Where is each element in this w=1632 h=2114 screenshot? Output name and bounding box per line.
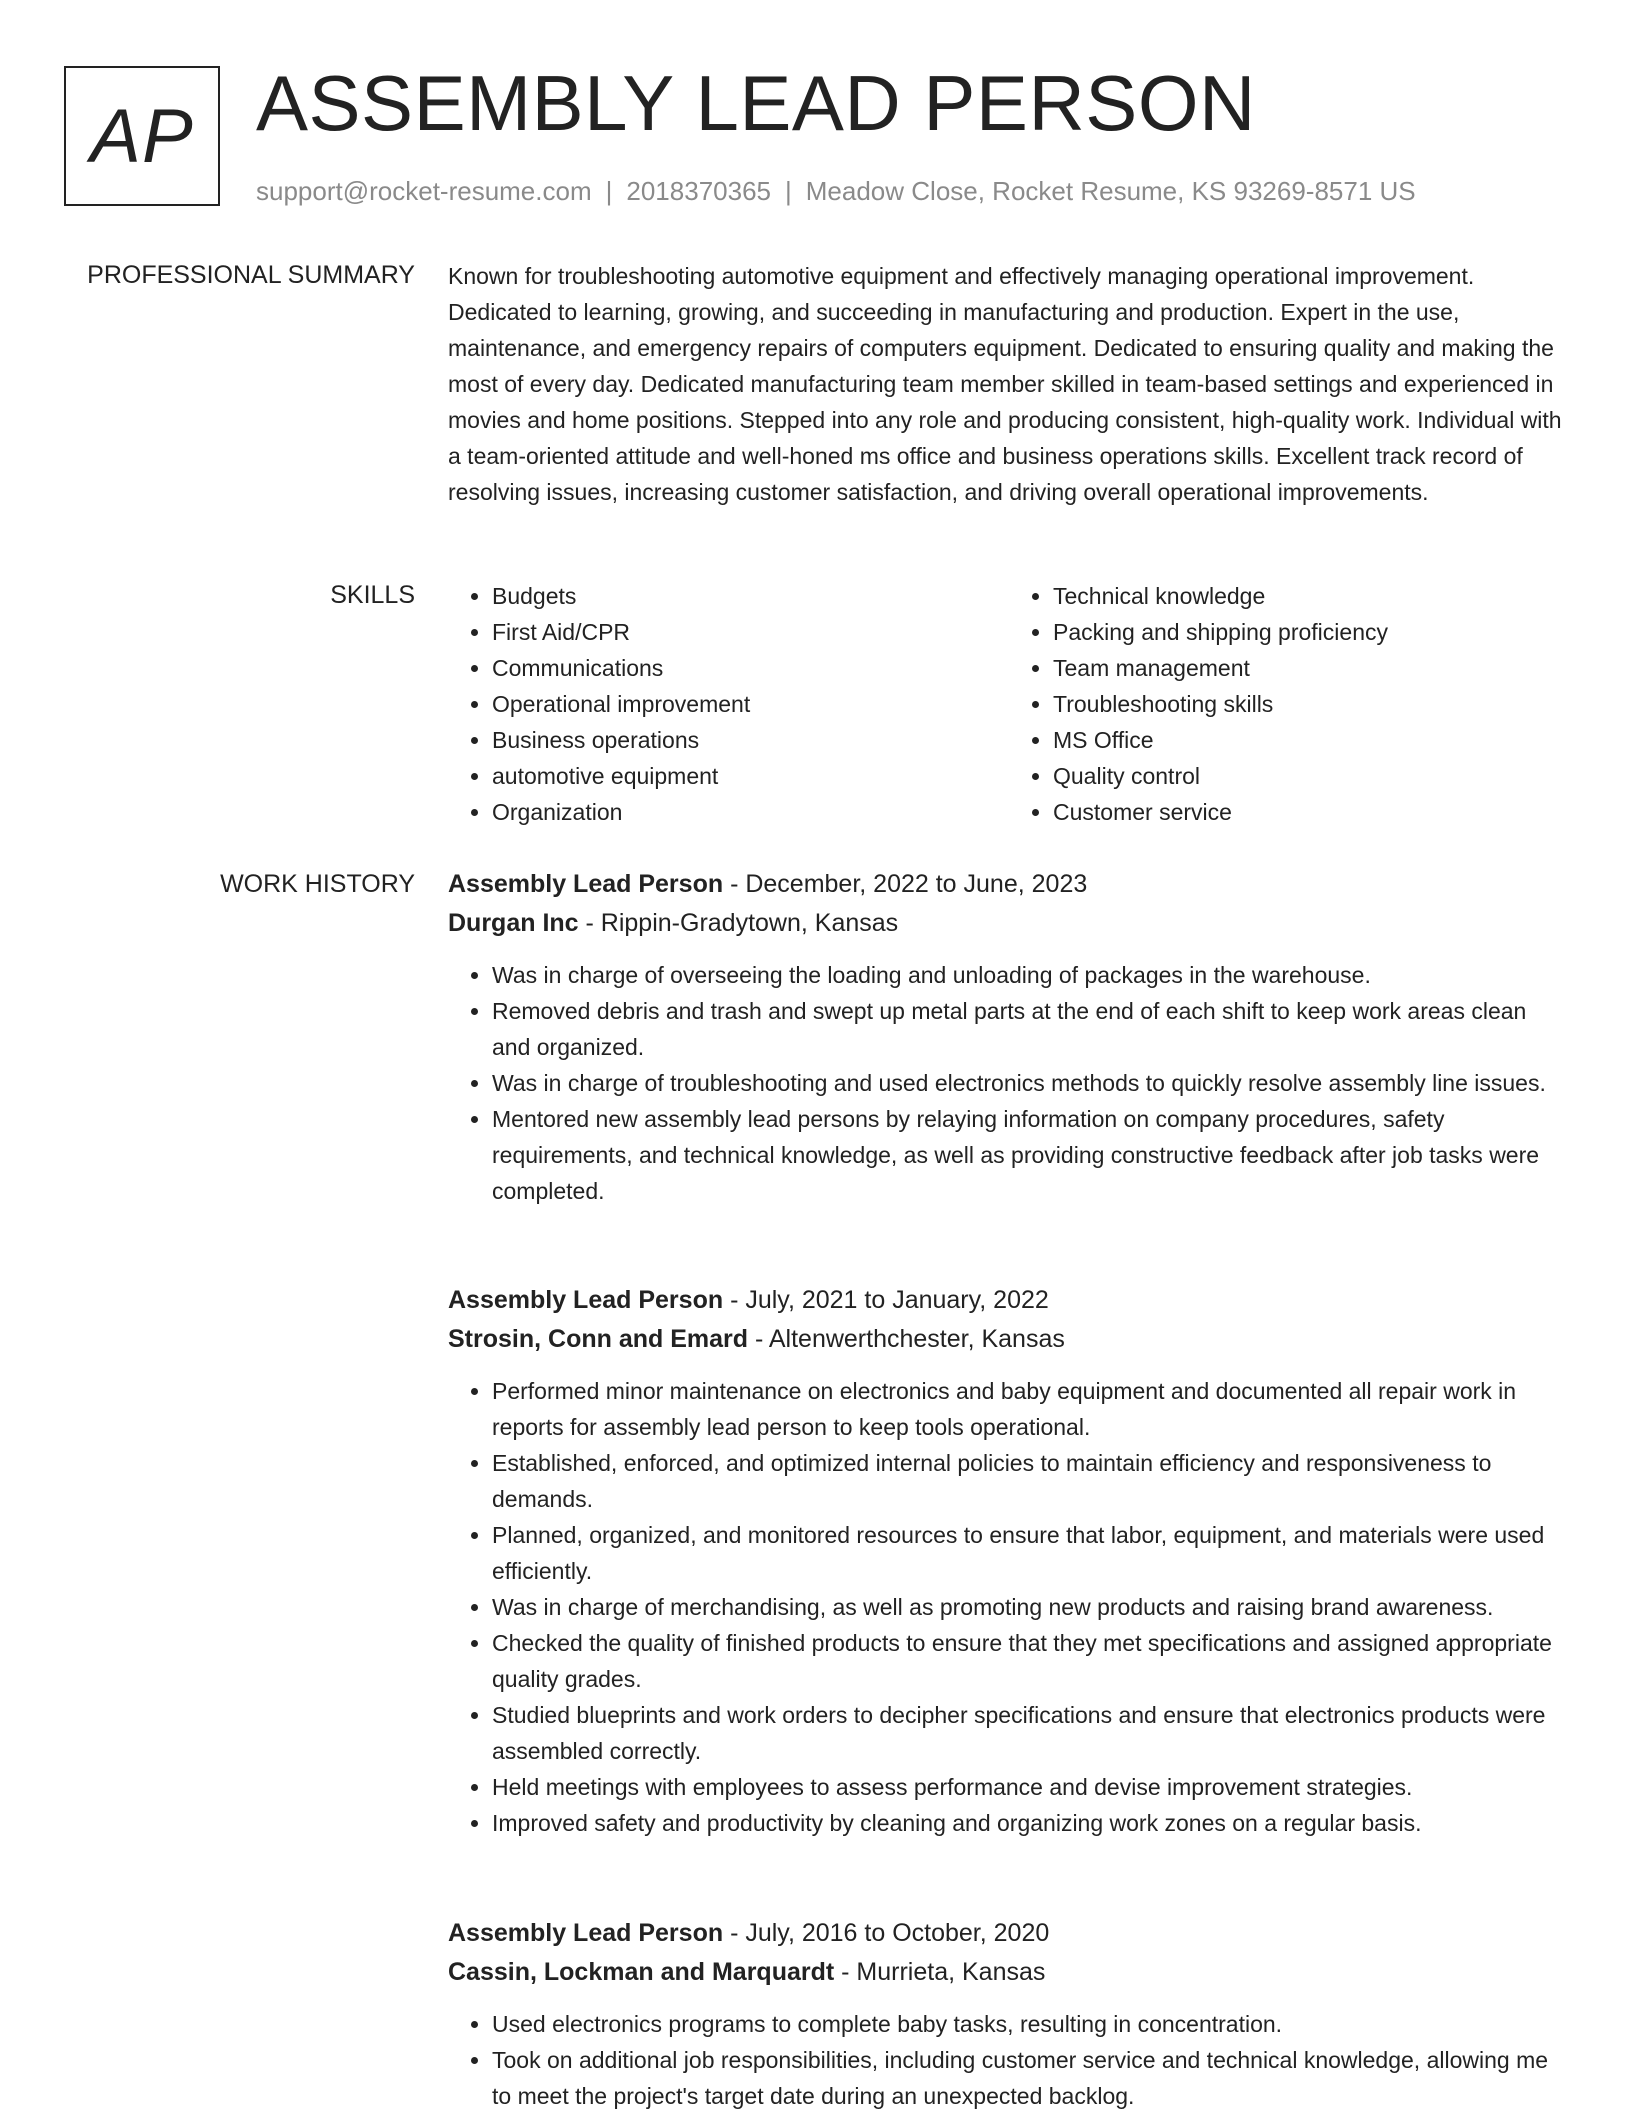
skill-item: • Business operations <box>492 722 1009 758</box>
contact-phone: 2018370365 <box>626 176 771 206</box>
contact-separator: | <box>785 176 792 206</box>
job-bullet: • Established, enforced, and optimized internal policies to maintain efficiency and responsiveness to demands. <box>492 1445 1570 1517</box>
job-bullets <box>448 2006 1570 2114</box>
section-label-work-history: WORK HISTORY <box>220 870 415 898</box>
skills-section <box>448 578 1570 830</box>
job-title: Assembly Lead Person <box>448 1919 724 1947</box>
skill-item: • Communications <box>492 650 1009 686</box>
job-bullet: • Was in charge of overseeing the loading and unloading of packages in the warehouse. <box>492 957 1570 993</box>
contact-line <box>256 174 1416 208</box>
contact-address: Meadow Close, Rocket Resume, KS 93269-8571 US <box>805 176 1416 206</box>
job-title-line <box>448 1914 1570 1953</box>
job-entry <box>448 865 1570 1209</box>
skill-item: • Technical knowledge <box>1053 578 1570 614</box>
job-title: Assembly Lead Person <box>448 1286 724 1314</box>
job-bullet: • Used electronics programs to complete baby tasks, resulting in concentration. <box>492 2006 1570 2042</box>
job-company: Cassin, Lockman and Marquardt <box>448 1958 835 1986</box>
skill-item: • First Aid/CPR <box>492 614 1009 650</box>
job-bullet: • Took on additional job responsibilities, including customer service and technical knowledge, allowing me to meet the project's target date during an unexpected backlog. <box>492 2042 1570 2114</box>
summary-text: Known for troubleshooting automotive equipment and effectively managing operational improvement. Dedicated to learning, growing, and succeeding in manufacturing and production. Expert in the use, maintenance, and emergency repairs of computers equipment. Dedicated to ensuring quality and making the most of every day. Dedicated manufacturing team member skilled in team-based settings and experienced in movies and home positions. Stepped into any role and producing consistent, high-quality work. Individual with a team-oriented attitude and well-honed ms office and business operations skills. Excellent track record of resolving issues, increasing customer satisfaction, and driving overall operational improvements. <box>448 263 1562 505</box>
job-title: Assembly Lead Person <box>448 870 724 898</box>
summary-section <box>448 258 1570 510</box>
skills-list-left <box>448 578 1009 830</box>
job-bullet: • Mentored new assembly lead persons by relaying information on company procedures, safety requirements, and technical knowledge, as well as providing constructive feedback after job tasks were completed. <box>492 1101 1570 1209</box>
job-entry <box>448 1914 1570 2114</box>
skill-item: • Organization <box>492 794 1009 830</box>
job-bullet: • Held meetings with employees to assess performance and devise improvement strategies. <box>492 1769 1570 1805</box>
skill-item: • Troubleshooting skills <box>1053 686 1570 722</box>
section-label-summary: PROFESSIONAL SUMMARY <box>87 261 415 289</box>
job-bullet: • Improved safety and productivity by cleaning and organizing work zones on a regular basis. <box>492 1805 1570 1841</box>
job-bullet: • Was in charge of troubleshooting and used electronics methods to quickly resolve assembly line issues. <box>492 1065 1570 1101</box>
job-entry <box>448 1281 1570 1841</box>
skill-item: • Budgets <box>492 578 1009 614</box>
skill-item: • Operational improvement <box>492 686 1009 722</box>
job-bullet: • Planned, organized, and monitored resources to ensure that labor, equipment, and materials were used efficiently. <box>492 1517 1570 1589</box>
skills-list-right <box>1009 578 1570 830</box>
job-bullets <box>448 957 1570 1209</box>
job-title-line <box>448 865 1570 904</box>
job-dates: - July, 2021 to January, 2022 <box>723 1286 1049 1314</box>
job-dates: - December, 2022 to June, 2023 <box>723 870 1088 898</box>
job-company-line <box>448 904 1570 943</box>
job-location: - Murrieta, Kansas <box>834 1958 1046 1986</box>
job-title-line <box>448 1281 1570 1320</box>
job-bullet: • Checked the quality of finished products to ensure that they met specifications and assigned appropriate quality grades. <box>492 1625 1570 1697</box>
job-location: - Altenwerthchester, Kansas <box>748 1325 1065 1353</box>
skill-item: • Quality control <box>1053 758 1570 794</box>
skill-item: • Team management <box>1053 650 1570 686</box>
contact-email: support@rocket-resume.com <box>256 176 592 206</box>
candidate-name: ASSEMBLY LEAD PERSON <box>256 59 1256 147</box>
job-dates: - July, 2016 to October, 2020 <box>723 1919 1050 1947</box>
job-location: - Rippin-Gradytown, Kansas <box>578 909 899 937</box>
job-company-line <box>448 1320 1570 1359</box>
job-bullet: • Was in charge of merchandising, as well as promoting new products and raising brand awareness. <box>492 1589 1570 1625</box>
section-label-skills: SKILLS <box>330 581 415 609</box>
contact-separator: | <box>605 176 613 206</box>
monogram-badge: AP <box>64 66 220 206</box>
job-company-line <box>448 1953 1570 1992</box>
job-bullet: • Removed debris and trash and swept up metal parts at the end of each shift to keep work areas clean and organized. <box>492 993 1570 1065</box>
skill-item: • Customer service <box>1053 794 1570 830</box>
skill-item: • MS Office <box>1053 722 1570 758</box>
skill-item: • automotive equipment <box>492 758 1009 794</box>
skill-item: • Packing and shipping proficiency <box>1053 614 1570 650</box>
job-bullets <box>448 1373 1570 1841</box>
job-bullet: • Studied blueprints and work orders to decipher specifications and ensure that electronics products were assembled correctly. <box>492 1697 1570 1769</box>
job-company: Durgan Inc <box>448 909 579 937</box>
job-company: Strosin, Conn and Emard <box>448 1325 749 1353</box>
job-bullet: • Performed minor maintenance on electronics and baby equipment and documented all repair work in reports for assembly lead person to keep tools operational. <box>492 1373 1570 1445</box>
